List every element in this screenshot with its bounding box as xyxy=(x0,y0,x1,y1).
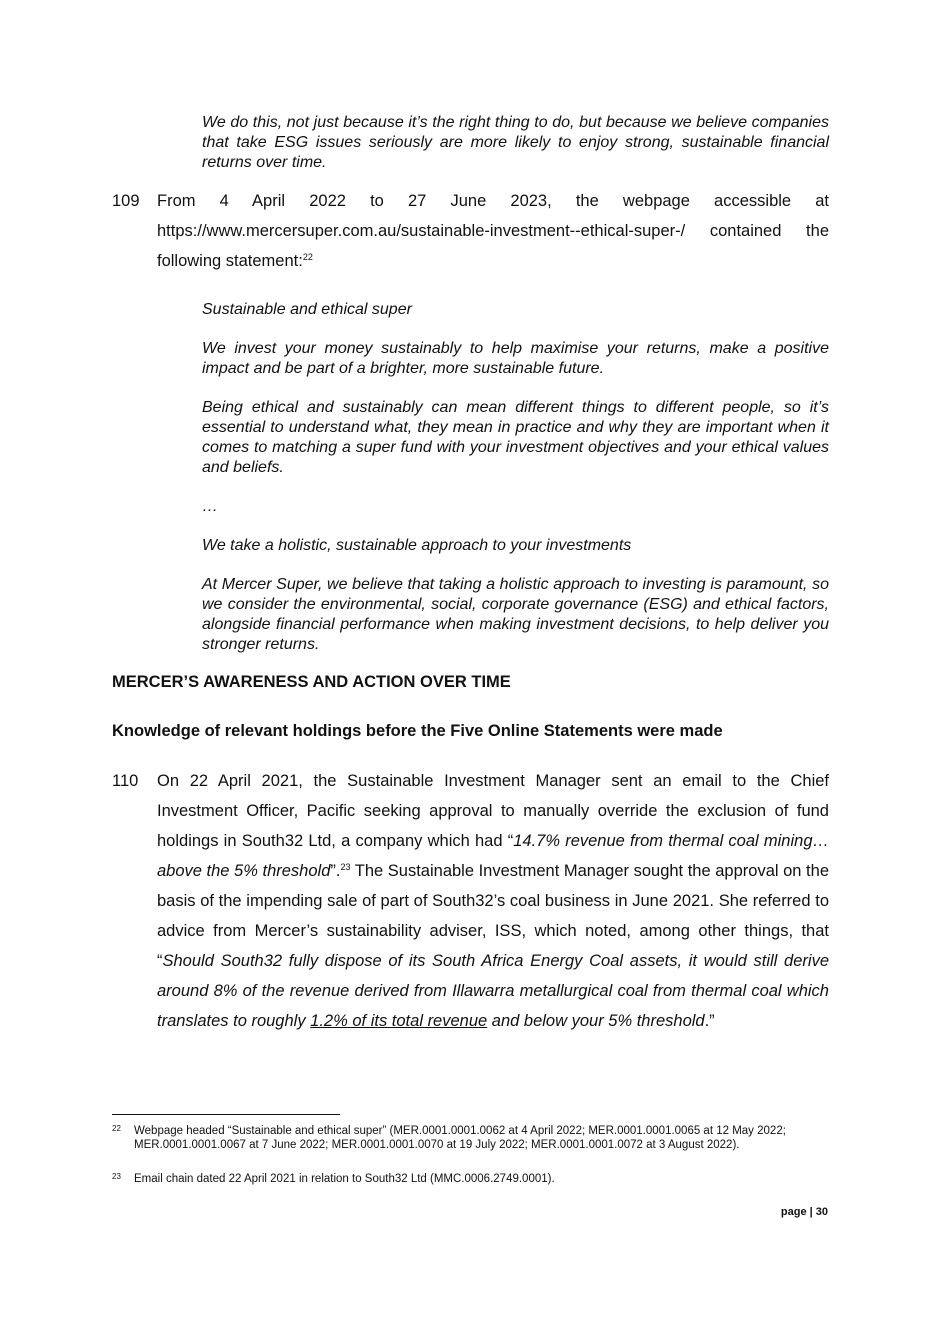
paragraph-109-line-3: following statement:$^{22}$ xyxy=(157,252,313,270)
paragraph-109 xyxy=(112,186,829,276)
paragraph-number: 109 xyxy=(112,192,140,210)
section-heading: MERCER’S AWARENESS AND ACTION OVER TIME xyxy=(112,673,511,691)
quote-paragraph: At Mercer Super, we believe that taking a holistic approach to investing is paramount, so we consider the environmental, social, corporate governance (ESG) and ethical factors, alongside financial performance when making investment decisions, to help deliver you stronger returns. xyxy=(202,576,829,653)
footnote-ref-23: 23 xyxy=(340,862,351,872)
paragraph-109-line-1: From 4 April 2022 to 27 June 2023, the webpage accessible at xyxy=(157,192,829,210)
paragraph-110-body: On 22 April 2021, the Sustainable Investment Manager sent an email to the Chief Investment Officer, Pacific seeking approval to manually override the exclusion of fund holdings in South32 Ltd, a company which had “14.7% revenue from thermal coal mining… above the 5% threshold”.$^{23}$ The Sustainable Investment Manager sought the approval on the basis of the impending sale of part of South32’s coal business in June 2021. She referred to advice from Mercer’s sustainability adviser, ISS, which noted, among other things, that “Should South32 fully dispose of its South Africa Energy Coal assets, it would still derive around 8% of the revenue derived from Illawarra metallurgical coal from thermal coal which translates to roughly 1.2% of its total revenue and below your 5% threshold.” xyxy=(157,772,830,1030)
footnote-ref-22: 22 xyxy=(302,252,313,262)
subsection-heading: Knowledge of relevant holdings before the Five Online Statements were made xyxy=(112,722,723,740)
quote-paragraph: We invest your money sustainably to help maximise your returns, make a positive impact and be part of a brighter, more sustainable future. xyxy=(202,340,829,377)
quote-title: Sustainable and ethical super xyxy=(202,301,412,318)
quote-ellipsis: … xyxy=(202,498,218,515)
quote-top xyxy=(202,113,829,173)
quote-paragraph: Being ethical and sustainably can mean different things to different people, so it’s essential to understand what, they mean in practice and why they are important when it comes to matching a super fund with your investment objectives and your ethical values and beliefs. xyxy=(202,399,829,476)
paragraph-109-line-2: https://www.mercersuper.com.au/sustainable-investment--ethical-super-/ contained the xyxy=(157,222,829,240)
footnote-23: 23 Email chain dated 22 April 2021 in relation to South32 Ltd (MMC.0006.2749.0001). xyxy=(112,1172,555,1185)
quote-top-text: We do this, not just because it’s the right thing to do, but because we believe companies that take ESG issues seriously are more likely to enjoy strong, sustainable financial returns over time. xyxy=(202,114,829,171)
footnote-22: 22 Webpage headed “Sustainable and ethical super” (MER.0001.0001.0062 at 4 April 2022; MER.0001.0001.0065 at 12 May 2022; MER.0001.0001.0067 at 7 June 2022; MER.0001.0001.0070 at 19 July 2022; MER.0001.0001.0072 at 3 August 2022). xyxy=(112,1124,786,1151)
quote-subtitle: We take a holistic, sustainable approach to your investments xyxy=(202,537,632,554)
paragraph-number: 110 xyxy=(112,772,139,790)
page-number: page | 30 xyxy=(780,1206,828,1218)
footnote-separator xyxy=(112,1114,340,1115)
paragraph-110 xyxy=(112,766,829,1036)
underlined-figure: 1.2% of its total revenue xyxy=(310,1012,488,1030)
quote-block xyxy=(202,300,829,655)
